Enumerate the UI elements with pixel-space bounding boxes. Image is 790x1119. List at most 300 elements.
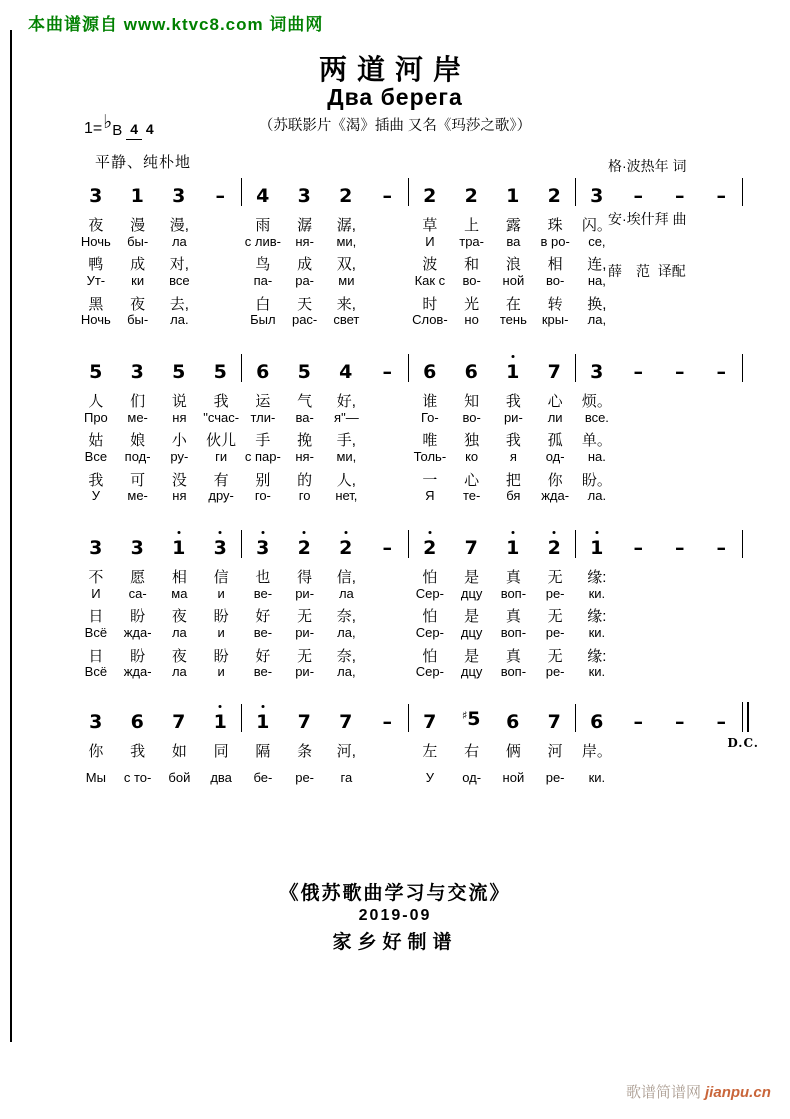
lyric-syllable: все [169,273,190,289]
lyric-syllable: Ут- [86,273,106,289]
lyric-syllable: 浪 [505,256,521,274]
lyric-syllable: ки. [588,585,606,601]
lyric-syllable [367,740,409,770]
lyric-row-ru [75,488,761,508]
lyric-syllable: 盼 [213,647,229,665]
lyric-syllable: Как с [414,273,446,289]
barline [742,178,743,206]
lyric-syllable: воп- [500,585,527,601]
lyric-syllable: ру- [170,449,189,465]
lyric-syllable: 怕 [422,608,438,626]
lyric-syllable [367,566,409,586]
lyric-row-zh [75,253,761,273]
measure [75,538,241,558]
lyric-syllable [367,234,409,254]
lyric-syllable: Про [83,409,108,425]
lyric-syllable: 奈, [336,608,356,626]
measure [576,362,742,382]
lyric-syllable: с то- [123,770,152,785]
octave-dot-icon [261,531,264,534]
note-digit: – [675,361,685,383]
lyric-syllable: 好 [255,608,271,626]
lyric-syllable: 得 [297,569,313,586]
lyric-syllable: 如 [171,743,187,760]
lyric-syllable [367,645,409,665]
lyric-syllable [367,293,409,313]
lyric-syllable [367,429,409,449]
lyric-measure-group [75,293,242,313]
lyric-measure-group [75,586,242,606]
lyric-syllable: дцу [460,625,483,641]
lyric-syllable: 时 [422,295,438,313]
lyric-syllable: го [298,488,311,504]
octave-dot-icon [511,355,514,358]
note-digit: 1 [590,537,604,559]
lyric-syllable: Сер- [415,664,444,680]
lyric-syllable: 白 [255,295,271,313]
note-digit: – [675,185,685,207]
lyric-syllable: 我 [88,471,104,489]
lyric-syllable: и [217,664,225,680]
lyric-syllable: нет, [335,488,358,504]
note [576,362,618,382]
lyric-measure-group [75,625,242,645]
tempo-marking: 平静、纯朴地 [95,154,192,171]
octave-dot-icon [177,531,180,534]
lyric-syllable: 真 [505,569,521,586]
lyric-syllable [367,390,409,410]
lyric-syllable: ре- [545,585,565,601]
note-digit: 2 [339,185,353,207]
lyric-row-zh [75,645,761,665]
lyric-syllable: 换, [587,295,607,313]
note [75,186,117,206]
meter-denominator: 4 [145,120,154,137]
lyric-syllable: ри- [295,625,315,641]
lyric-syllable: 波 [422,256,438,274]
lyric-measure-group [409,664,576,684]
lyric-syllable: 单。 [581,432,612,450]
note-digit: 5 [297,361,311,383]
lyric-syllable [660,625,702,645]
lyric-syllable: 好 [255,647,271,665]
lyric-syllable: 我 [130,743,146,760]
lyric-syllable [701,770,743,800]
lyric-syllable: Го- [421,409,439,425]
lyric-syllable: бой [168,770,191,785]
lyric-syllable [701,312,743,332]
lyric-syllable: 夜 [130,295,146,313]
song-subtitle: （苏联影片《渴》插曲 又名《玛莎之歌》） [258,118,532,134]
lyric-syllable [618,566,660,586]
lyric-syllable [660,664,702,684]
note-digit: 5 [467,708,481,730]
lyric-syllable: ми, [336,233,357,249]
lyric-syllable: 手, [336,432,356,450]
lyric-syllable [701,253,743,273]
lyric-syllable: Был [250,312,276,328]
lyric-measure-group [576,234,743,254]
lyric-row-zh [75,429,761,449]
lyric-syllable: 夜 [88,217,104,234]
lyricist-credit: 格·波热年 词 [608,158,687,174]
lyric-syllable: Слов- [412,312,448,328]
lyric-syllable: ки. [588,625,606,641]
lyric-syllable [367,273,409,293]
lyric-syllable [367,488,409,508]
lyric-syllable: 愿 [130,569,146,586]
measure [75,712,241,732]
lyric-syllable: 我 [505,393,521,410]
final-barline [742,702,749,732]
lyric-syllable: 一 [422,471,438,489]
lyric-syllable: ки. [588,770,606,785]
lyric-measure-group [576,253,743,273]
lyric-measure-group [409,390,576,410]
lyric-measure-group [409,312,576,332]
lyric-syllable: 去, [169,295,189,313]
lyric-syllable: 奈, [336,647,356,665]
lyric-syllable: ня [172,409,187,425]
note [492,538,534,558]
lyric-syllable: 你 [88,743,104,760]
lyric-syllable: Сер- [415,585,444,601]
lyric-syllable: 夜 [171,647,187,665]
note-digit: 6 [130,711,144,733]
lyric-syllable [701,566,743,586]
note-digit: – [633,711,643,733]
lyric-syllable: 好, [336,393,356,410]
lyric-syllable: 成 [297,256,313,274]
note [492,712,534,732]
lyric-syllable: 说 [171,393,187,410]
lyric-syllable [660,390,702,410]
lyric-syllable: бы- [127,233,149,249]
lyric-syllable: все. [584,409,609,425]
lyric-syllable: но [464,312,479,328]
lyric-measure-group [409,293,576,313]
lyric-syllable [618,664,660,684]
note [534,362,576,382]
lyric-measure-group [75,273,242,293]
lyric-row-zh [75,469,761,489]
lyric-syllable [618,586,660,606]
lyric-measure-group [75,312,242,332]
lyric-syllable [701,645,743,665]
lyric-syllable: ре- [545,770,565,785]
lyric-syllable [701,469,743,489]
octave-dot-icon [595,531,598,534]
lyric-syllable: 成 [130,256,146,274]
note-digit: 2 [297,537,311,559]
lyric-syllable: с лив- [244,233,281,249]
lyric-syllable: два [210,770,232,785]
lyric-syllable: 知 [464,393,480,410]
note [534,712,576,732]
lyric-syllable: 河 [547,743,563,760]
lyric-syllable: 黑 [88,295,104,313]
lyric-measure-group [242,740,409,770]
lyric-measure-group [576,429,743,449]
lyric-measure-group [409,586,576,606]
lyric-syllable: 转 [547,295,563,313]
lyric-syllable: 孤 [547,432,563,450]
lyric-syllable [618,488,660,508]
note-digit: – [382,711,392,733]
lyric-syllable: 缘: [587,608,607,626]
dash-note [367,538,409,558]
lyric-syllable: 鸟 [255,256,271,274]
lyric-row-ru [75,770,761,800]
lyric-syllable: ри- [295,664,315,680]
lyric-syllable: Всё [84,664,108,680]
time-signature [126,122,153,136]
lyric-syllable [701,605,743,625]
key-letter: B [112,122,123,139]
note-digit: 2 [547,537,561,559]
note-digit: 1 [506,537,520,559]
lyric-syllable [618,429,660,449]
lyric-syllable: 没 [171,471,187,489]
note-digit: 7 [547,711,561,733]
lyric-syllable [701,488,743,508]
lyric-syllable [660,566,702,586]
lyric-syllable: дцу [460,664,483,680]
lyric-measure-group [576,566,743,586]
note [75,362,117,382]
note-digit: 1 [256,711,270,733]
note [325,362,367,382]
lyric-syllable: ме- [127,409,148,425]
note-digit: 6 [506,711,520,733]
lyric-syllable [660,234,702,254]
lyric-syllable: 怕 [422,647,438,665]
lyric-syllable: ми [338,273,355,289]
dash-note [200,186,242,206]
lyric-measure-group [409,645,576,665]
lyric-syllable: У [425,770,434,785]
lyric-syllable [701,234,743,254]
lyric-measure-group [576,449,743,469]
note-row [75,702,761,732]
note [242,362,284,382]
lyric-syllable [660,488,702,508]
lyric-syllable: рас- [291,312,318,328]
note [284,186,326,206]
dash-note [618,538,660,558]
lyric-measure-group [75,234,242,254]
lyric-syllable: 无 [297,608,313,626]
lyric-measure-group [75,253,242,273]
lyric-measure-group [242,469,409,489]
dash-note [701,362,743,382]
lyric-syllable: Ночь [80,233,111,249]
note [284,538,326,558]
lyric-syllable: 真 [505,647,521,665]
song-title-russian: Два берега [327,84,463,110]
lyric-syllable [660,605,702,625]
lyric-syllable: ве- [253,585,273,601]
lyric-syllable [701,214,743,234]
note [409,538,451,558]
lyric-syllable: 日 [88,608,104,626]
lyric-measure-group [242,449,409,469]
lyric-measure-group [242,390,409,410]
lyric-syllable [660,293,702,313]
dash-note [659,538,701,558]
note-digit: 3 [213,537,227,559]
note-digit: 1 [130,185,144,207]
lyric-syllable [701,429,743,449]
lyric-syllable [618,625,660,645]
lyric-measure-group [242,664,409,684]
measure [75,362,241,382]
lyric-syllable: 连, [587,256,607,274]
lyric-syllable: 河, [336,743,356,760]
lyric-syllable: 别 [255,471,271,489]
lyric-syllable: 我 [505,432,521,450]
lyric-syllable [701,273,743,293]
lyric-syllable: 挽 [297,432,313,450]
lyric-syllable: во- [545,273,565,289]
lyric-syllable: жда- [541,488,570,504]
lyric-syllable: 盼 [130,608,146,626]
lyric-syllable: бе- [253,770,273,785]
lyric-measure-group [576,410,743,430]
note [325,538,367,558]
note-digit: 6 [464,361,478,383]
lyric-measure-group [242,770,409,800]
site-watermark-url: jianpu.cn [705,1084,771,1101]
lyric-syllable: ла [171,233,187,249]
lyric-syllable [618,234,660,254]
lyric-syllable: 无 [547,608,563,626]
lyric-syllable: 也 [255,569,271,586]
lyric-syllable: 运 [255,393,271,410]
note-digit: – [633,537,643,559]
note-digit: 7 [339,711,353,733]
lyric-syllable: воп- [500,664,527,680]
lyric-syllable: 心 [547,393,563,410]
dash-note [618,186,660,206]
lyric-syllable: тра- [459,233,484,249]
lyric-syllable: ня [172,488,187,504]
note-digit: 3 [590,185,604,207]
lyric-syllable [618,740,660,770]
lyric-syllable: 真 [505,608,521,626]
lyric-syllable: 条 [297,743,313,760]
lyric-syllable [367,312,409,332]
octave-dot-icon [553,531,556,534]
lyric-syllable: 缘: [587,569,607,586]
lyric-syllable [618,390,660,410]
lyric-syllable: бы- [127,312,149,328]
lyric-syllable [618,469,660,489]
lyric-row-ru [75,234,761,254]
lyric-syllable: 相 [547,256,563,274]
note-digit: – [716,361,726,383]
lyric-syllable: 人, [336,471,356,489]
lyric-syllable: 人 [88,393,104,410]
lyric-syllable [660,770,702,800]
note-digit: – [633,361,643,383]
note-digit: 3 [590,361,604,383]
lyric-syllable: 把 [505,471,521,489]
note-row [75,352,761,382]
lyric-measure-group [75,469,242,489]
octave-dot-icon [344,531,347,534]
note-digit: 3 [89,537,103,559]
lyric-measure-group [576,293,743,313]
note [200,538,242,558]
lyric-syllable: Ночь [80,312,111,328]
system-4 [75,702,761,800]
lyric-syllable: 的 [297,471,313,489]
lyric-syllable [200,273,242,293]
lyric-syllable [618,449,660,469]
lyric-syllable [660,253,702,273]
lyric-syllable [660,214,702,234]
lyric-measure-group [242,234,409,254]
note [158,712,200,732]
lyric-measure-group [242,488,409,508]
lyric-syllable: 手 [255,432,271,450]
lyric-syllable: ги [215,449,228,465]
lyric-syllable [701,410,743,430]
lyric-syllable: 可 [130,471,146,489]
note [117,362,159,382]
lyric-row-ru [75,586,761,606]
lyric-syllable [660,429,702,449]
note-digit: 5 [213,361,227,383]
note-digit: 1 [506,185,520,207]
lyric-syllable: 俩 [505,743,521,760]
note [284,712,326,732]
lyric-row-ru [75,273,761,293]
lyric-syllable: 左 [422,743,438,760]
note [75,538,117,558]
octave-dot-icon [303,531,306,534]
lyric-syllable: 夜 [171,608,187,626]
note [409,712,451,732]
lyric-syllable: кры- [541,312,569,328]
measure [242,538,408,558]
lyric-measure-group [409,770,576,800]
lyric-syllable [660,586,702,606]
lyric-measure-group [576,770,743,800]
note [200,362,242,382]
lyric-syllable: жда- [123,625,152,641]
measure [409,186,575,206]
lyric-syllable: 雨 [255,217,271,234]
lyric-syllable: ва- [295,409,314,425]
note-digit: 2 [547,185,561,207]
lyric-row-zh [75,740,761,770]
lyric-syllable: 信 [213,569,229,586]
lyric-measure-group [242,312,409,332]
note-digit: 7 [297,711,311,733]
lyric-measure-group [75,390,242,410]
lyric-measure-group [75,740,242,770]
lyric-syllable: И [91,585,101,601]
lyric-row-zh [75,390,761,410]
measure [409,538,575,558]
lyric-syllable: 是 [464,608,480,626]
lyric-syllable [367,625,409,645]
note-digit: 1 [213,711,227,733]
note-digit: 5 [172,361,186,383]
lyric-measure-group [409,469,576,489]
